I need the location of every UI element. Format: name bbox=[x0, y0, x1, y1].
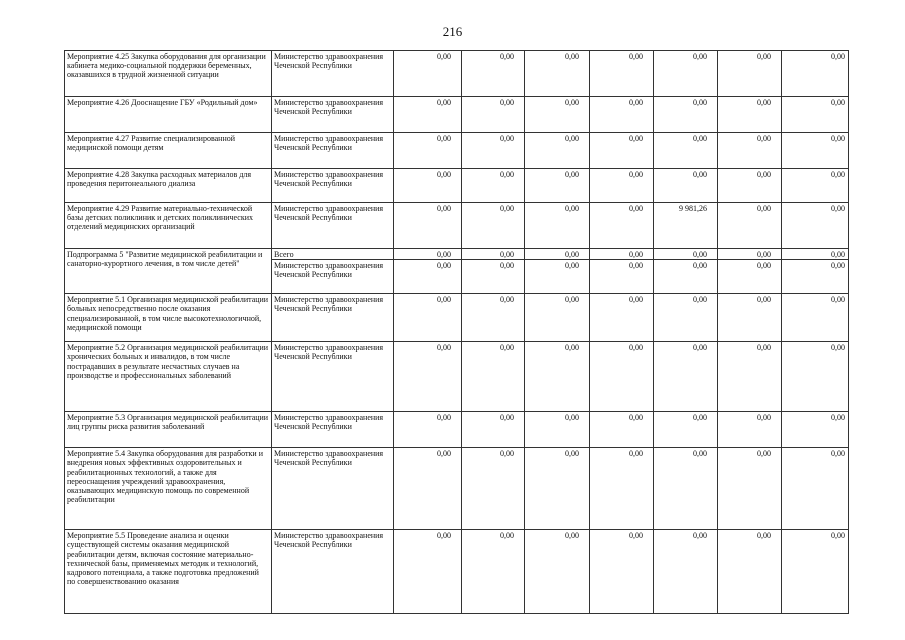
row-value: 0,00 bbox=[654, 294, 718, 342]
row-value: 0,00 bbox=[654, 97, 718, 133]
row-value: 0,00 bbox=[525, 203, 590, 249]
row-value: 0,00 bbox=[718, 530, 782, 614]
row-value: 0,00 bbox=[525, 133, 590, 169]
row-name: Мероприятие 4.29 Развитие материально-технической базы детских поликлиник и детских поликлинических отделений медицинских организаций bbox=[65, 203, 272, 249]
table-row bbox=[65, 133, 849, 169]
row-value: 0,00 bbox=[590, 133, 654, 169]
row-value: 0,00 bbox=[654, 530, 718, 614]
row-name: Мероприятие 5.1 Организация медицинской реабилитации больных непосредственно после оказания специализированной, в том числе высокотехнологичной, медицинской помощи bbox=[65, 294, 272, 342]
row-value: 0,00 bbox=[462, 169, 525, 203]
row-value: 0,00 bbox=[782, 97, 849, 133]
row-executor: Министерство здравоохранения Чеченской Республики bbox=[272, 97, 394, 133]
row-name: Мероприятие 4.27 Развитие специализированной медицинской помощи детям bbox=[65, 133, 272, 169]
row-value: 0,00 bbox=[394, 97, 462, 133]
row-value: 0,00 bbox=[462, 342, 525, 412]
row-executor: Министерство здравоохранения Чеченской Республики bbox=[272, 342, 394, 412]
row-value: 0,00 bbox=[782, 412, 849, 448]
row-value: 0,00 bbox=[462, 51, 525, 97]
row-value: 0,00 bbox=[782, 530, 849, 614]
row-value: 9 981,26 bbox=[654, 203, 718, 249]
row-executor: Министерство здравоохранения Чеченской Республики bbox=[272, 203, 394, 249]
row-value: 0,00 bbox=[525, 260, 590, 294]
row-executor: Министерство здравоохранения Чеченской Республики bbox=[272, 530, 394, 614]
row-value: 0,00 bbox=[718, 203, 782, 249]
table-body bbox=[65, 51, 849, 614]
row-value: 0,00 bbox=[394, 294, 462, 342]
table-row bbox=[65, 97, 849, 133]
row-value: 0,00 bbox=[394, 51, 462, 97]
row-value: 0,00 bbox=[462, 530, 525, 614]
table-row bbox=[65, 412, 849, 448]
row-value: 0,00 bbox=[782, 249, 849, 260]
row-value: 0,00 bbox=[590, 294, 654, 342]
row-executor: Министерство здравоохранения Чеченской Республики bbox=[272, 169, 394, 203]
row-value: 0,00 bbox=[525, 342, 590, 412]
row-executor: Министерство здравоохранения Чеченской Республики bbox=[272, 133, 394, 169]
row-value: 0,00 bbox=[462, 97, 525, 133]
row-value: 0,00 bbox=[782, 133, 849, 169]
row-executor: Министерство здравоохранения Чеченской Республики bbox=[272, 51, 394, 97]
row-name: Мероприятие 5.5 Проведение анализа и оценки существующей системы оказания медицинской реабилитации детям, включая состояние материально-технической базы, применяемых методик и технологий, кадрового потенциала, а также подготовка предложений по совершенствованию оказания bbox=[65, 530, 272, 614]
row-value: 0,00 bbox=[718, 342, 782, 412]
table-row bbox=[65, 342, 849, 412]
row-value: 0,00 bbox=[462, 448, 525, 530]
row-value: 0,00 bbox=[782, 169, 849, 203]
row-value: 0,00 bbox=[718, 448, 782, 530]
row-value: 0,00 bbox=[590, 169, 654, 203]
row-value: 0,00 bbox=[590, 249, 654, 260]
row-value: 0,00 bbox=[718, 412, 782, 448]
row-value: 0,00 bbox=[718, 133, 782, 169]
row-value: 0,00 bbox=[394, 260, 462, 294]
budget-table bbox=[64, 50, 849, 614]
row-value: 0,00 bbox=[525, 294, 590, 342]
row-value: 0,00 bbox=[525, 51, 590, 97]
row-value: 0,00 bbox=[394, 530, 462, 614]
row-value: 0,00 bbox=[718, 249, 782, 260]
row-value: 0,00 bbox=[590, 448, 654, 530]
row-value: 0,00 bbox=[462, 203, 525, 249]
row-value: 0,00 bbox=[782, 342, 849, 412]
table-row bbox=[65, 249, 849, 260]
row-value: 0,00 bbox=[525, 530, 590, 614]
row-value: 0,00 bbox=[718, 294, 782, 342]
row-value: 0,00 bbox=[462, 133, 525, 169]
page-number: 216 bbox=[442, 24, 463, 39]
row-executor: Министерство здравоохранения Чеченской Республики bbox=[272, 260, 394, 294]
row-executor: Министерство здравоохранения Чеченской Республики bbox=[272, 294, 394, 342]
row-value: 0,00 bbox=[590, 51, 654, 97]
row-value: 0,00 bbox=[654, 342, 718, 412]
row-value: 0,00 bbox=[590, 530, 654, 614]
row-value: 0,00 bbox=[654, 169, 718, 203]
row-value: 0,00 bbox=[462, 294, 525, 342]
row-value: 0,00 bbox=[718, 97, 782, 133]
row-name: Подпрограмма 5 "Развитие медицинской реабилитации и санаторно-курортного лечения, в том числе детей" bbox=[65, 249, 272, 294]
table-row bbox=[65, 294, 849, 342]
row-value: 0,00 bbox=[782, 294, 849, 342]
row-value: 0,00 bbox=[525, 412, 590, 448]
row-value: 0,00 bbox=[782, 51, 849, 97]
row-value: 0,00 bbox=[782, 203, 849, 249]
table-row bbox=[65, 51, 849, 97]
row-name: Мероприятие 5.4 Закупка оборудования для разработки и внедрения новых эффективных оздоровительных и реабилитационных технологий, а также для переоснащения учреждений здравоохранения, оказывающих медицинскую помощь по современной реабилитации bbox=[65, 448, 272, 530]
row-value: 0,00 bbox=[462, 249, 525, 260]
row-executor: Министерство здравоохранения Чеченской Республики bbox=[272, 412, 394, 448]
row-value: 0,00 bbox=[525, 169, 590, 203]
row-name: Мероприятие 4.28 Закупка расходных материалов для проведения перитонеального диализа bbox=[65, 169, 272, 203]
row-value: 0,00 bbox=[654, 249, 718, 260]
row-value: 0,00 bbox=[525, 97, 590, 133]
row-value: 0,00 bbox=[462, 260, 525, 294]
table-row bbox=[65, 530, 849, 614]
row-value: 0,00 bbox=[590, 412, 654, 448]
row-name: Мероприятие 4.25 Закупка оборудования для организации кабинета медико-социальной поддержки беременных, оказавшихся в трудной жизненной ситуации bbox=[65, 51, 272, 97]
row-value: 0,00 bbox=[654, 51, 718, 97]
table-row bbox=[65, 169, 849, 203]
row-value: 0,00 bbox=[394, 249, 462, 260]
row-value: 0,00 bbox=[590, 342, 654, 412]
row-value: 0,00 bbox=[654, 260, 718, 294]
row-executor: Всего bbox=[272, 249, 394, 260]
table-row bbox=[65, 448, 849, 530]
row-executor: Министерство здравоохранения Чеченской Республики bbox=[272, 448, 394, 530]
row-value: 0,00 bbox=[525, 448, 590, 530]
row-value: 0,00 bbox=[525, 249, 590, 260]
row-value: 0,00 bbox=[394, 412, 462, 448]
row-name: Мероприятие 5.3 Организация медицинской реабилитации лиц группы риска развития заболеваний bbox=[65, 412, 272, 448]
row-value: 0,00 bbox=[394, 133, 462, 169]
row-value: 0,00 bbox=[394, 342, 462, 412]
row-value: 0,00 bbox=[654, 448, 718, 530]
row-value: 0,00 bbox=[590, 203, 654, 249]
row-name: Мероприятие 5.2 Организация медицинской реабилитации хронических больных и инвалидов, в том числе пострадавших в результате несчастных случаев на производстве и профессиональных заболеваний bbox=[65, 342, 272, 412]
row-value: 0,00 bbox=[394, 169, 462, 203]
row-value: 0,00 bbox=[654, 412, 718, 448]
row-value: 0,00 bbox=[394, 203, 462, 249]
row-value: 0,00 bbox=[718, 51, 782, 97]
row-value: 0,00 bbox=[782, 448, 849, 530]
row-value: 0,00 bbox=[654, 133, 718, 169]
row-value: 0,00 bbox=[394, 448, 462, 530]
row-name: Мероприятие 4.26 Дооснащение ГБУ «Родильный дом» bbox=[65, 97, 272, 133]
row-value: 0,00 bbox=[590, 97, 654, 133]
table-row bbox=[65, 203, 849, 249]
row-value: 0,00 bbox=[782, 260, 849, 294]
row-value: 0,00 bbox=[590, 260, 654, 294]
row-value: 0,00 bbox=[462, 412, 525, 448]
row-value: 0,00 bbox=[718, 260, 782, 294]
row-value: 0,00 bbox=[718, 169, 782, 203]
